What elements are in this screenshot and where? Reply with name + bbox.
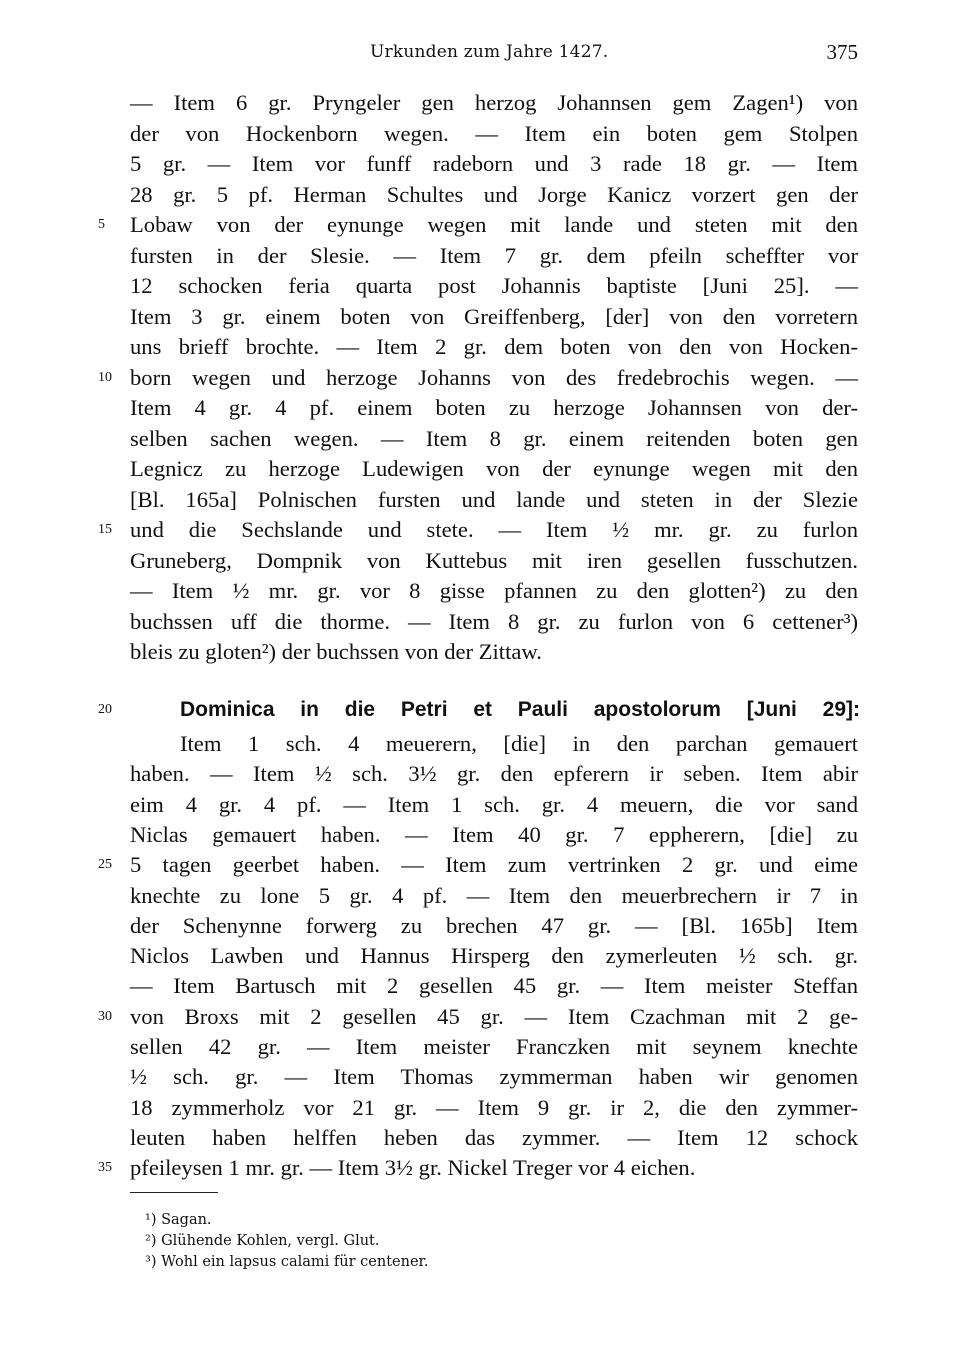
text-line: buchssen uff die thorme. — Item 8 gr. zu furlon von 6 cettener³) [130, 608, 858, 634]
text-line: Niclas gemauert haben. — Item 40 gr. 7 eppherern, [die] zu [130, 821, 858, 847]
text-line: — Item ½ mr. gr. vor 8 gisse pfannen zu den glotten²) zu den [130, 578, 858, 603]
text-line: born wegen und herzoge Johanns von des fredebrochis wegen. — [130, 364, 858, 390]
text-line: 28 gr. 5 pf. Herman Schultes und Jorge Kanicz vorzert gen der [130, 181, 858, 207]
text-line: Niclos Lawben und Hannus Hirsperg den zymerleuten ½ sch. gr. [130, 943, 858, 969]
section-heading: Dominica in die Petri et Pauli apostolorum [Juni 29]: [180, 698, 860, 721]
text-line: der Schenynne forwerg zu brechen 47 gr. — [Bl. 165b] Item [130, 912, 858, 938]
page-number: 375 [826, 40, 858, 64]
text-line: — Item Bartusch mit 2 gesellen 45 gr. — Item meister Steffan [130, 973, 858, 999]
text-line: haben. — Item ½ sch. 3½ gr. den epferern ir seben. Item abir [130, 761, 858, 787]
text-line: 5 tagen geerbet haben. — Item zum vertrinken 2 gr. und eime [130, 852, 858, 878]
text-line: 18 zymmerholz vor 21 gr. — Item 9 gr. ir 2, die den zymmer- [130, 1094, 858, 1120]
text-line: Lobaw von der eynunge wegen mit lande und steten mit den [130, 212, 858, 237]
text-line: von Broxs mit 2 gesellen 45 gr. — Item Czachman mit 2 ge- [130, 1003, 858, 1029]
text-line: 5 gr. — Item vor funff radeborn und 3 rade 18 gr. — Item [130, 151, 858, 176]
text-line: fursten in der Slesie. — Item 7 gr. dem pfeiln scheffter vor [130, 242, 858, 268]
footnote: ¹) Sagan. [145, 1212, 212, 1228]
running-title: Urkunden zum Jahre 1427. [370, 42, 609, 62]
text-line: uns brieff brochte. — Item 2 gr. dem boten von den von Hocken- [130, 334, 858, 359]
line-number: 15 [98, 522, 112, 537]
text-line: Item 4 gr. 4 pf. einem boten zu herzoge Johannsen von der- [130, 395, 858, 420]
text-line: 12 schocken feria quarta post Johannis baptiste [Juni 25]. — [130, 273, 858, 298]
footnote: ²) Glühende Kohlen, vergl. Glut. [145, 1233, 380, 1249]
text-line: Legnicz zu herzoge Ludewigen von der eynunge wegen mit den [130, 456, 858, 481]
text-line: sellen 42 gr. — Item meister Franczken mit seynem knechte [130, 1034, 858, 1059]
line-number: 20 [98, 702, 112, 717]
text-line: der von Hockenborn wegen. — Item ein boten gem Stolpen [130, 120, 858, 146]
text-line: eim 4 gr. 4 pf. — Item 1 sch. gr. 4 meuern, die vor sand [130, 791, 858, 817]
text-line: pfeileysen 1 mr. gr. — Item 3½ gr. Nickel Treger vor 4 eichen. [130, 1155, 696, 1181]
text-line: und die Sechslande und stete. — Item ½ mr. gr. zu furlon [130, 517, 858, 542]
text-line: knechte zu lone 5 gr. 4 pf. — Item den meuerbrechern ir 7 in [130, 882, 858, 908]
text-line: — Item 6 gr. Pryngeler gen herzog Johannsen gem Zagen¹) von [130, 90, 858, 115]
text-line: bleis zu gloten²) der buchssen von der Zittaw. [130, 639, 542, 664]
text-line: Item 1 sch. 4 meuerern, [die] in den parchan gemauert [180, 731, 858, 756]
text-line: Item 3 gr. einem boten von Greiffenberg, [der] von den vorretern [130, 303, 858, 329]
footnote-rule [130, 1192, 218, 1193]
text-line: leuten haben helffen heben das zymmer. — Item 12 schock [130, 1124, 858, 1150]
text-line: selben sachen wegen. — Item 8 gr. einem reitenden boten gen [130, 425, 858, 451]
text-line: ½ sch. gr. — Item Thomas zymmerman haben wir genomen [130, 1064, 858, 1090]
line-number: 25 [98, 857, 112, 873]
line-number: 35 [98, 1160, 112, 1176]
line-number: 30 [98, 1008, 112, 1024]
page-header [130, 40, 858, 70]
text-line: Gruneberg, Dompnik von Kuttebus mit iren gesellen fusschutzen. [130, 547, 858, 573]
line-number: 5 [98, 217, 105, 232]
text-line: [Bl. 165a] Polnischen fursten und lande und steten in der Slezie [130, 486, 858, 512]
footnote: ³) Wohl ein lapsus calami für centener. [145, 1254, 429, 1270]
line-number: 10 [98, 369, 112, 385]
